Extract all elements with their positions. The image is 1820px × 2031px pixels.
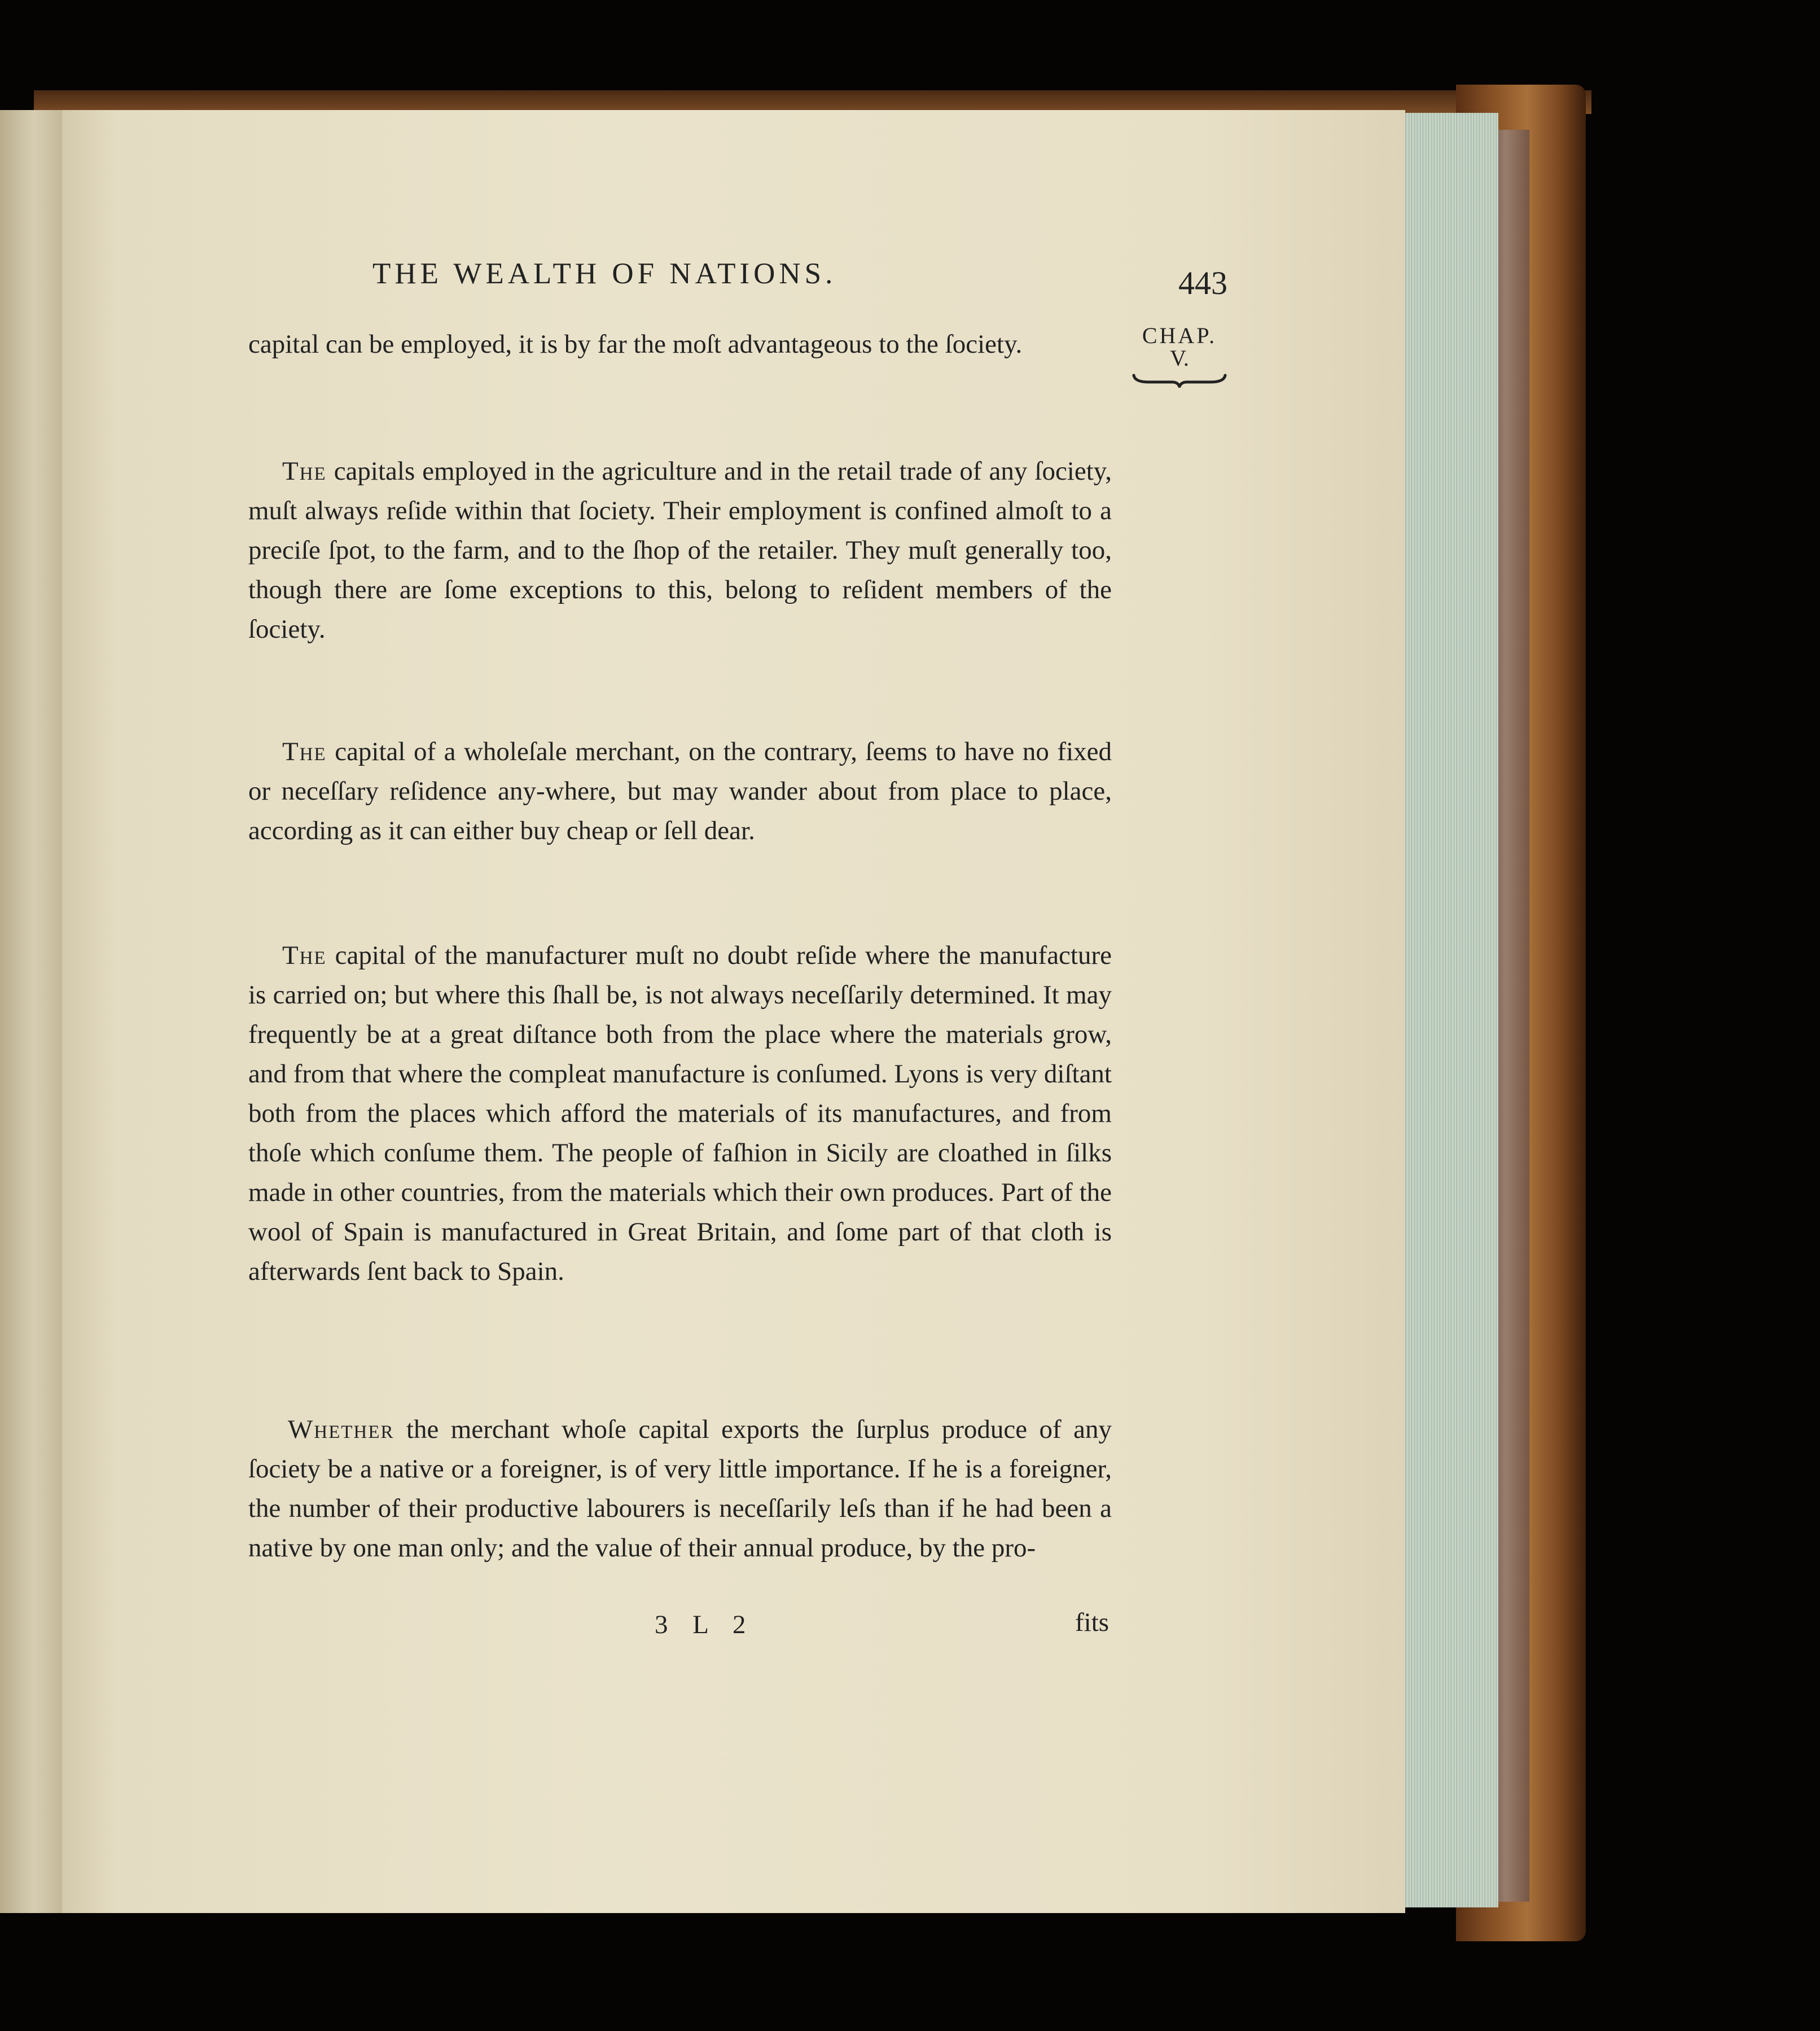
chapter-label: CHAP. [1142, 323, 1217, 348]
paragraph [248, 936, 1112, 1291]
paragraph [248, 732, 1112, 850]
paragraph-text: capitals employed in the agriculture and in the retail trade of any ſociety, muſt always reſide within that ſociety. Their employment is confined almoſt to a preciſe ſpot, to the farm, and to the ſhop of the retailer. They muſt generally too, though there are ſome exceptions to this, belong to reſident members of the ſociety. [248, 457, 1112, 644]
paragraph-text: the merchant whoſe capital exports the ſurplus produce of any ſociety be a native or a foreigner, is of very little importance. If he is a foreigner, the number of their productive labourers is neceſſarily leſs than if he had been a native by one man only; and the value of their annual produce, by the pro- [248, 1415, 1112, 1563]
paragraph-text: capital can be employed, it is by far the moſt advantageous to the ſociety. [248, 330, 1023, 359]
paragraph-continued [248, 324, 1112, 364]
paragraph-lead: The [282, 457, 327, 486]
catchword: fits [1075, 1608, 1109, 1637]
page-block-edges [1398, 113, 1498, 1907]
paragraph-lead: The [282, 941, 327, 970]
paragraph-lead: Whether [288, 1415, 394, 1444]
running-head: THE WEALTH OF NATIONS. [372, 257, 837, 290]
paragraph [248, 1410, 1112, 1568]
paragraph-text: capital of a wholeſale merchant, on the contrary, ſeems to have no fixed or neceſſary reſidence any-where, but may wander about from place to place, according as it can either buy cheap or ſell dear. [248, 737, 1112, 845]
brace-ornament-icon [1132, 372, 1227, 388]
paragraph-lead: The [282, 737, 327, 766]
paragraph-text: capital of the manufacturer muſt no doubt reſide where the manufacture is carried on; but where this ſhall be, is not always neceſſarily determined. It may frequently be at a great diſtance both from the place where the materials grow, and from that where the compleat manufacture is conſumed. Lyons is very diſtant both from the places which afford the materials of its manufactures, and from thoſe which conſume them. The people of faſhion in Sicily are cloathed in ſilks made in other countries, from the materials which their own produces. Part of the wool of Spain is manufactured in Great Britain, and ſome part of that cloth is afterwards ſent back to Spain. [248, 941, 1112, 1286]
chapter-number: V. [1170, 345, 1189, 371]
signature-mark: 3 L 2 [655, 1610, 755, 1639]
paragraph [248, 451, 1112, 649]
margin-chapter-note [1123, 324, 1236, 388]
page-number: 443 [1178, 265, 1227, 301]
facing-page-edge [0, 110, 62, 1913]
